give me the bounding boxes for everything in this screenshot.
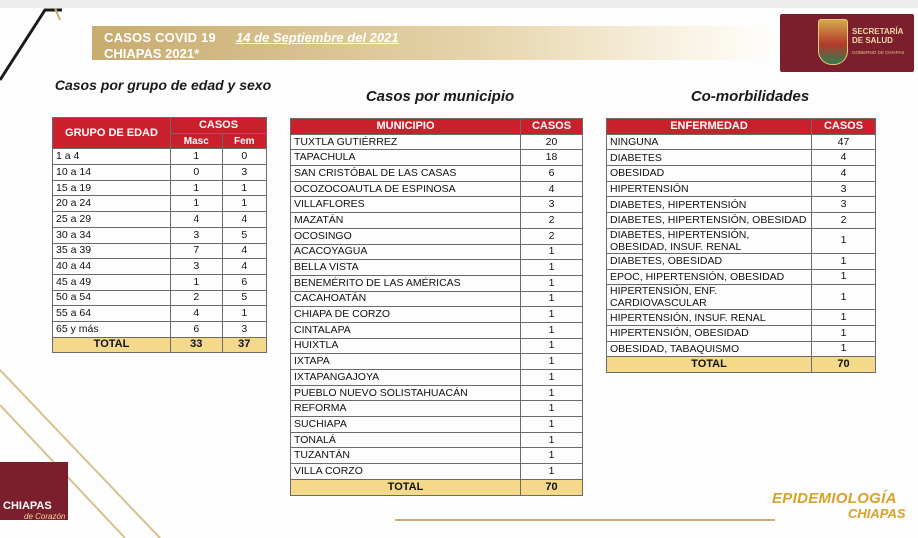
comorbidity-row xyxy=(607,285,876,310)
age-masc-cell: 4 xyxy=(171,306,223,322)
comorbidity-table xyxy=(606,118,876,373)
comorbidity-name-cell: OBESIDAD xyxy=(607,166,812,182)
bottom-divider xyxy=(395,519,775,521)
municipality-name-cell: IXTAPANGAJOYA xyxy=(291,370,521,386)
municipality-cases-cell: 1 xyxy=(521,322,583,338)
com-col-cases: CASOS xyxy=(812,119,876,135)
age-fem-cell: 6 xyxy=(222,274,266,290)
age-total-fem: 37 xyxy=(222,337,266,353)
comorbidity-name-cell: EPOC, HIPERTENSIÓN, OBESIDAD xyxy=(607,269,812,285)
comorbidity-name-cell: DIABETES, OBESIDAD xyxy=(607,253,812,269)
comorbidity-name-cell: DIABETES, HIPERTENSIÓN, OBESIDAD, INSUF. RENAL xyxy=(607,228,812,253)
municipality-cases-cell: 1 xyxy=(521,448,583,464)
municipality-name-cell: SAN CRISTÓBAL DE LAS CASAS xyxy=(291,166,521,182)
comorbidity-cases-cell: 1 xyxy=(812,310,876,326)
municipality-row xyxy=(291,134,583,150)
age-masc-cell: 1 xyxy=(171,196,223,212)
age-group-cell: 40 a 44 xyxy=(53,259,171,275)
municipality-row xyxy=(291,228,583,244)
municipality-name-cell: OCOZOCOAUTLA DE ESPINOSA xyxy=(291,181,521,197)
comorbidity-cases-cell: 1 xyxy=(812,285,876,310)
comorbidity-row xyxy=(607,181,876,197)
age-row xyxy=(53,149,267,165)
municipality-cases-cell: 1 xyxy=(521,370,583,386)
municipality-cases-cell: 20 xyxy=(521,134,583,150)
age-table xyxy=(52,117,267,353)
header-title: CASOS COVID 19 xyxy=(104,30,216,45)
municipality-row xyxy=(291,354,583,370)
comorbidity-name-cell: DIABETES xyxy=(607,150,812,166)
municipality-name-cell: MAZATÁN xyxy=(291,213,521,229)
logo-line1: SECRETARÍA xyxy=(852,27,904,36)
municipality-name-cell: IXTAPA xyxy=(291,354,521,370)
municipality-cases-cell: 1 xyxy=(521,417,583,433)
chiapas-logo-text: CHIAPAS xyxy=(3,500,52,512)
age-group-cell: 45 a 49 xyxy=(53,274,171,290)
municipality-row xyxy=(291,166,583,182)
age-group-cell: 15 a 19 xyxy=(53,180,171,196)
municipality-name-cell: HUIXTLA xyxy=(291,338,521,354)
comorbidity-row xyxy=(607,269,876,285)
municipality-name-cell: CACAHOATÁN xyxy=(291,291,521,307)
municipality-name-cell: BELLA VISTA xyxy=(291,260,521,276)
age-masc-cell: 7 xyxy=(171,243,223,259)
epidemiologia-chiapas-text: CHIAPAS xyxy=(848,506,906,521)
age-masc-cell: 4 xyxy=(171,212,223,228)
logo-gov-text: GOBIERNO DE CHIAPAS xyxy=(852,50,905,55)
municipality-cases-cell: 1 xyxy=(521,244,583,260)
com-col-disease: ENFERMEDAD xyxy=(607,119,812,135)
mun-col-name: MUNICIPIO xyxy=(291,119,521,135)
age-fem-cell: 1 xyxy=(222,306,266,322)
corazon-logo-text: de Corazón xyxy=(24,512,66,521)
municipality-row xyxy=(291,338,583,354)
age-row xyxy=(53,274,267,290)
age-total-masc: 33 xyxy=(171,337,223,353)
comorbidity-cases-cell: 4 xyxy=(812,166,876,182)
municipality-name-cell: OCOSINGO xyxy=(291,228,521,244)
age-col-group: GRUPO DE EDAD xyxy=(53,118,171,149)
age-fem-cell: 1 xyxy=(222,196,266,212)
comorbidity-cases-cell: 3 xyxy=(812,197,876,213)
municipality-cases-cell: 3 xyxy=(521,197,583,213)
municipality-row xyxy=(291,181,583,197)
top-border xyxy=(0,0,918,8)
age-masc-cell: 0 xyxy=(171,165,223,181)
municipality-row xyxy=(291,307,583,323)
comorbidity-row xyxy=(607,341,876,357)
municipality-name-cell: TUZANTÁN xyxy=(291,448,521,464)
municipality-row xyxy=(291,213,583,229)
municipality-row xyxy=(291,432,583,448)
comorbidity-row xyxy=(607,228,876,253)
comorbidity-name-cell: DIABETES, HIPERTENSIÓN, OBESIDAD xyxy=(607,213,812,229)
logo-line2: DE SALUD xyxy=(852,36,893,45)
age-fem-cell: 1 xyxy=(222,180,266,196)
com-total-value: 70 xyxy=(812,357,876,373)
comorbidity-row xyxy=(607,166,876,182)
municipality-cases-cell: 1 xyxy=(521,307,583,323)
comorbidity-name-cell: HIPERTENSIÓN xyxy=(607,181,812,197)
comorbidity-cases-cell: 47 xyxy=(812,134,876,150)
age-row xyxy=(53,243,267,259)
municipality-cases-cell: 1 xyxy=(521,432,583,448)
age-masc-cell: 2 xyxy=(171,290,223,306)
age-row xyxy=(53,290,267,306)
age-group-cell: 65 y más xyxy=(53,321,171,337)
municipality-name-cell: BENEMÉRITO DE LAS AMÉRICAS xyxy=(291,275,521,291)
age-row xyxy=(53,212,267,228)
age-row xyxy=(53,306,267,322)
municipality-row xyxy=(291,260,583,276)
comorbidity-name-cell: HIPERTENSIÓN, INSUF. RENAL xyxy=(607,310,812,326)
municipality-row xyxy=(291,401,583,417)
age-group-cell: 25 a 29 xyxy=(53,212,171,228)
municipality-cases-cell: 2 xyxy=(521,213,583,229)
municipality-name-cell: REFORMA xyxy=(291,401,521,417)
age-row xyxy=(53,180,267,196)
age-group-cell: 10 a 14 xyxy=(53,165,171,181)
comorbidity-name-cell: HIPERTENSIÓN, ENF. CARDIOVASCULAR xyxy=(607,285,812,310)
age-row xyxy=(53,165,267,181)
chiapas-shield-icon xyxy=(818,19,848,65)
age-fem-cell: 4 xyxy=(222,243,266,259)
municipality-cases-cell: 1 xyxy=(521,401,583,417)
comorbidity-name-cell: OBESIDAD, TABAQUISMO xyxy=(607,341,812,357)
municipality-cases-cell: 1 xyxy=(521,275,583,291)
age-row xyxy=(53,227,267,243)
comorbidity-name-cell: NINGUNA xyxy=(607,134,812,150)
comorbidity-row xyxy=(607,197,876,213)
age-masc-cell: 3 xyxy=(171,227,223,243)
age-total-label: TOTAL xyxy=(53,337,171,353)
municipality-row xyxy=(291,291,583,307)
comorbidity-cases-cell: 1 xyxy=(812,325,876,341)
municipality-row xyxy=(291,150,583,166)
age-group-cell: 50 a 54 xyxy=(53,290,171,306)
municipality-cases-cell: 1 xyxy=(521,338,583,354)
logo-text xyxy=(852,27,903,45)
municipality-cases-cell: 1 xyxy=(521,385,583,401)
mun-total-value: 70 xyxy=(521,479,583,495)
municipality-row xyxy=(291,197,583,213)
age-group-cell: 30 a 34 xyxy=(53,227,171,243)
comorbidity-row xyxy=(607,310,876,326)
municipality-cases-cell: 4 xyxy=(521,181,583,197)
municipality-cases-cell: 6 xyxy=(521,166,583,182)
municipality-row xyxy=(291,322,583,338)
mun-total-label: TOTAL xyxy=(291,479,521,495)
header-subtitle: CHIAPAS 2021* xyxy=(104,46,200,61)
age-masc-cell: 3 xyxy=(171,259,223,275)
municipality-name-cell: ACACOYAGUA xyxy=(291,244,521,260)
municipality-name-cell: TONALÁ xyxy=(291,432,521,448)
municipality-name-cell: TUXTLA GUTIÉRREZ xyxy=(291,134,521,150)
header-date: 14 de Septiembre del 2021 xyxy=(236,30,399,45)
municipality-name-cell: VILLA CORZO xyxy=(291,464,521,480)
age-group-cell: 20 a 24 xyxy=(53,196,171,212)
age-row xyxy=(53,259,267,275)
age-fem-cell: 4 xyxy=(222,259,266,275)
age-fem-cell: 3 xyxy=(222,321,266,337)
municipality-name-cell: TAPACHULA xyxy=(291,150,521,166)
age-fem-cell: 4 xyxy=(222,212,266,228)
municipality-row xyxy=(291,448,583,464)
municipality-cases-cell: 1 xyxy=(521,464,583,480)
comorbidity-section-title: Co-morbilidades xyxy=(690,88,810,105)
comorbidity-cases-cell: 1 xyxy=(812,253,876,269)
comorbidity-name-cell: DIABETES, HIPERTENSIÓN xyxy=(607,197,812,213)
municipality-name-cell: VILLAFLORES xyxy=(291,197,521,213)
com-total-label: TOTAL xyxy=(607,357,812,373)
age-row xyxy=(53,196,267,212)
municipality-cases-cell: 1 xyxy=(521,260,583,276)
age-col-cases: CASOS xyxy=(171,118,267,134)
municipality-name-cell: PUEBLO NUEVO SOLISTAHUACÁN xyxy=(291,385,521,401)
com-total-row xyxy=(607,357,876,373)
comorbidity-cases-cell: 1 xyxy=(812,269,876,285)
age-group-cell: 35 a 39 xyxy=(53,243,171,259)
municipality-row xyxy=(291,370,583,386)
age-group-cell: 1 a 4 xyxy=(53,149,171,165)
age-fem-cell: 5 xyxy=(222,227,266,243)
comorbidity-row xyxy=(607,325,876,341)
age-col-masc: Masc xyxy=(171,133,223,149)
municipality-row xyxy=(291,275,583,291)
age-masc-cell: 6 xyxy=(171,321,223,337)
epidemiologia-logo-text: EPIDEMIOLOGÍA xyxy=(772,490,897,507)
age-col-fem: Fem xyxy=(222,133,266,149)
municipality-row xyxy=(291,417,583,433)
age-group-cell: 55 a 64 xyxy=(53,306,171,322)
municipality-row xyxy=(291,385,583,401)
age-masc-cell: 1 xyxy=(171,180,223,196)
comorbidity-cases-cell: 2 xyxy=(812,213,876,229)
age-fem-cell: 0 xyxy=(222,149,266,165)
municipality-table xyxy=(290,118,583,496)
municipality-cases-cell: 2 xyxy=(521,228,583,244)
age-fem-cell: 3 xyxy=(222,165,266,181)
municipality-name-cell: CHIAPA DE CORZO xyxy=(291,307,521,323)
municipality-cases-cell: 18 xyxy=(521,150,583,166)
municipality-cases-cell: 1 xyxy=(521,291,583,307)
comorbidity-row xyxy=(607,134,876,150)
age-masc-cell: 1 xyxy=(171,149,223,165)
comorbidity-row xyxy=(607,213,876,229)
age-section-title: Casos por grupo de edad y sexo xyxy=(54,77,272,93)
comorbidity-cases-cell: 3 xyxy=(812,181,876,197)
comorbidity-row xyxy=(607,253,876,269)
municipality-cases-cell: 1 xyxy=(521,354,583,370)
comorbidity-cases-cell: 4 xyxy=(812,150,876,166)
comorbidity-cases-cell: 1 xyxy=(812,341,876,357)
comorbidity-cases-cell: 1 xyxy=(812,228,876,253)
mun-col-cases: CASOS xyxy=(521,119,583,135)
municipality-row xyxy=(291,244,583,260)
municipality-section-title: Casos por municipio xyxy=(365,88,515,105)
mun-total-row xyxy=(291,479,583,495)
comorbidity-name-cell: HIPERTENSIÓN, OBESIDAD xyxy=(607,325,812,341)
municipality-name-cell: SUCHIAPA xyxy=(291,417,521,433)
municipality-row xyxy=(291,464,583,480)
age-masc-cell: 1 xyxy=(171,274,223,290)
age-fem-cell: 5 xyxy=(222,290,266,306)
comorbidity-row xyxy=(607,150,876,166)
municipality-name-cell: CINTALAPA xyxy=(291,322,521,338)
